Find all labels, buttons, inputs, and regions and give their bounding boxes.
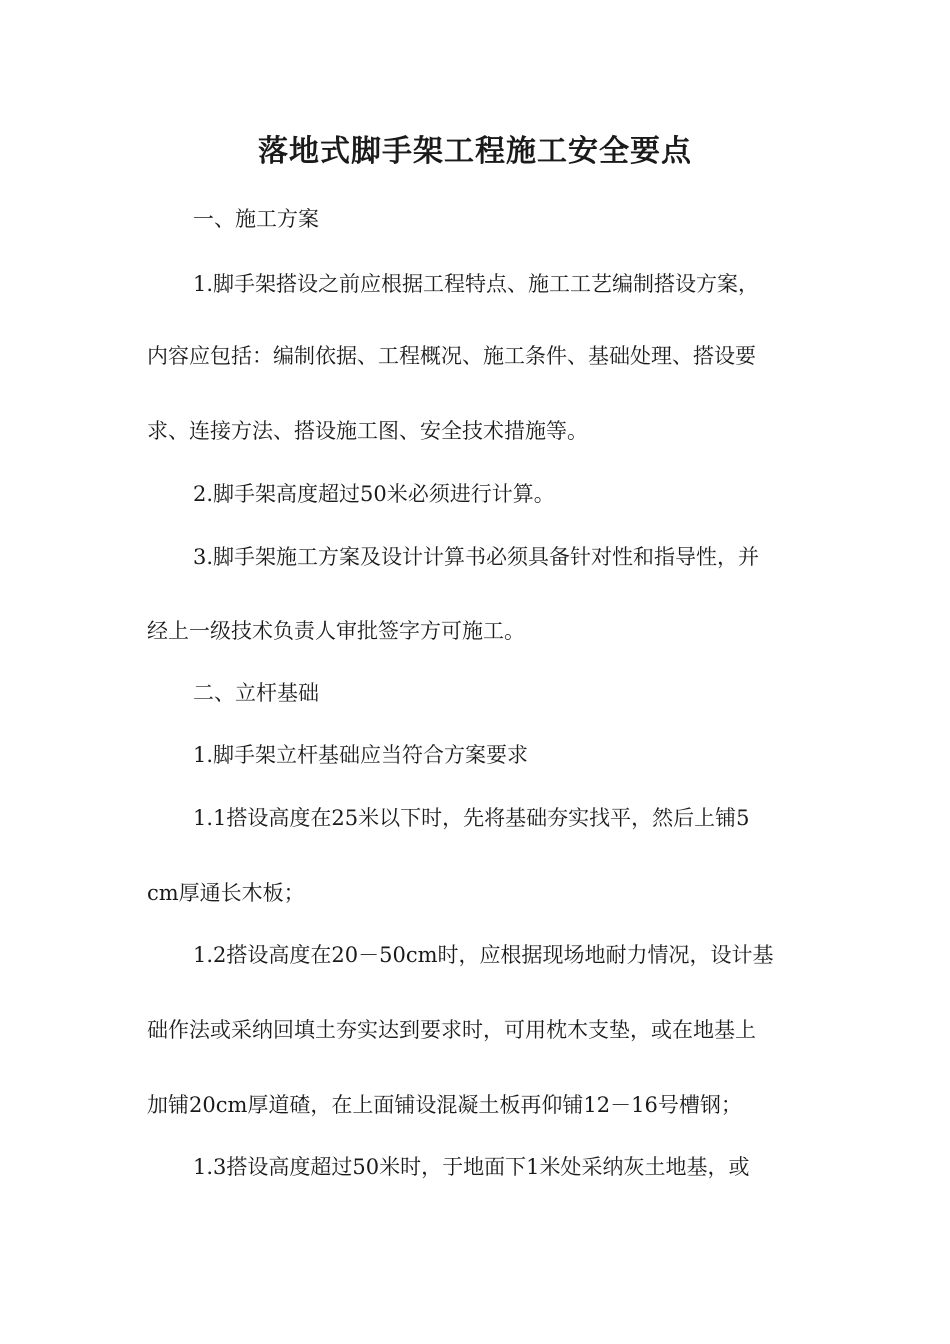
section-heading-pole-foundation: 二、立杆基础: [193, 681, 319, 705]
paragraph-line: cm厚通长木板；: [147, 881, 305, 905]
paragraph-line: 求、连接方法、搭设施工图、安全技术措施等。: [147, 419, 588, 443]
paragraph-line: 1.1搭设高度在25米以下时，先将基础夯实找平，然后上铺5: [193, 806, 750, 830]
paragraph-line: 1.2搭设高度在20－50cm时，应根据现场地耐力情况，设计基: [193, 943, 774, 967]
paragraph-line: 3.脚手架施工方案及设计计算书必须具备针对性和指导性，并: [193, 545, 760, 569]
paragraph-line: 2.脚手架高度超过50米必须进行计算。: [193, 482, 555, 506]
paragraph-line: 经上一级技术负责人审批签字方可施工。: [147, 619, 525, 643]
paragraph-line: 加铺20cm厚道碴，在上面铺设混凝土板再仰铺12－16号槽钢；: [147, 1093, 742, 1117]
document-title: 落地式脚手架工程施工安全要点: [258, 134, 692, 169]
paragraph-line: 础作法或采纳回填土夯实达到要求时，可用枕木支垫，或在地基上: [147, 1018, 756, 1042]
paragraph-line: 1.脚手架搭设之前应根据工程特点、施工工艺编制搭设方案，: [193, 272, 760, 296]
paragraph-line: 内容应包括：编制依据、工程概况、施工条件、基础处理、搭设要: [147, 344, 756, 368]
paragraph-line: 1.3搭设高度超过50米时，于地面下1米处采纳灰土地基，或: [193, 1155, 750, 1179]
section-heading-construction-plan: 一、施工方案: [193, 207, 319, 231]
paragraph-line: 1.脚手架立杆基础应当符合方案要求: [193, 743, 529, 767]
